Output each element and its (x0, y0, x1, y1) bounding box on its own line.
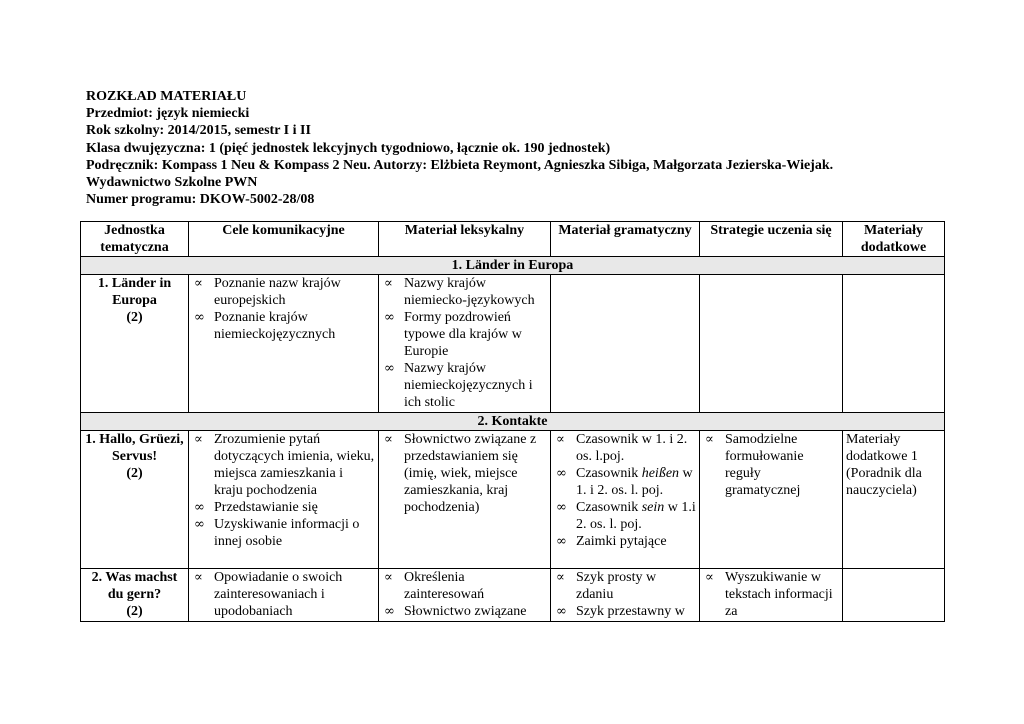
topic-hours: (2) (126, 604, 143, 619)
column-header-strategies: Strategie uczenia się (700, 222, 843, 257)
list-item: ∝ Poznanie nazw krajów europejskich (194, 276, 341, 308)
syllabus-table (80, 221, 945, 622)
bullet-icon: ∝ (194, 432, 203, 447)
section-row (81, 413, 945, 431)
list-item: ∞ Czasownik sein w 1.i 2. os. l. poj. (556, 500, 696, 532)
table-row (81, 275, 945, 413)
bullet-icon: ∝ (556, 432, 565, 447)
list-item: ∝ Czasownik w 1. i 2. os. l.poj. (556, 432, 688, 464)
grammar-cell (551, 275, 700, 413)
document-title: ROZKŁAD MATERIAŁU (86, 89, 247, 104)
topic-hours: (2) (126, 466, 143, 481)
topic-cell (81, 569, 189, 622)
bullet-icon: ∞ (384, 361, 395, 376)
document-header (86, 88, 833, 208)
class-line: Klasa dwujęzyczna: 1 (pięć jednostek lekcyjnych tygodniowo, łącznie ok. 190 jednostek) (86, 140, 611, 156)
bullet-icon: ∝ (384, 276, 393, 291)
bullet-icon: ∝ (705, 570, 714, 585)
section-row (81, 257, 945, 275)
topic-cell (81, 431, 189, 569)
strategies-cell (700, 569, 843, 622)
lexical-cell (379, 275, 551, 413)
topic-title: 1. Länder in Europa (97, 276, 172, 308)
list-item: ∞ Zaimki pytające (556, 534, 667, 549)
bullet-icon: ∝ (194, 570, 203, 585)
list-item: ∞ Poznanie krajów niemieckojęzycznych (194, 310, 336, 342)
textbook-line: Podręcznik: Kompass 1 Neu & Kompass 2 Neu. Autorzy: Elżbieta Reymont, Agnieszka Sibiga, Małgorzata Jezierska-Wiejak. (86, 157, 834, 173)
column-header-goals: Cele komunikacyjne (189, 222, 379, 257)
extra-cell: Materiały dodatkowe 1 (Poradnik dla nauczyciela) (843, 431, 945, 569)
column-header-lexical: Materiał leksykalny (379, 222, 551, 257)
column-header-unit: Jednostka tematyczna (81, 222, 189, 257)
bullet-icon: ∝ (556, 570, 565, 585)
list-item: ∝ Zrozumienie pytań dotyczących imienia, wieku, miejsca zamieszkania i kraju pochodzenia (194, 432, 375, 498)
bullet-icon: ∝ (194, 276, 203, 291)
bullet-icon: ∞ (556, 466, 567, 481)
topic-title: 1. Hallo, Grüezi, Servus! (85, 432, 184, 464)
strategies-cell (700, 275, 843, 413)
grammar-cell (551, 569, 700, 622)
lexical-cell (379, 569, 551, 622)
list-item: ∞ Nazwy krajów niemieckojęzycznych i ich stolic (384, 361, 533, 410)
bullet-icon: ∞ (194, 517, 205, 532)
bullet-icon: ∞ (556, 534, 567, 549)
subject-line: Przedmiot: język niemiecki (86, 106, 250, 122)
extra-cell (843, 569, 945, 622)
bullet-icon: ∝ (384, 570, 393, 585)
list-item: ∞ Czasownik heißen w 1. i 2. os. l. poj. (556, 466, 693, 498)
extra-cell (843, 275, 945, 413)
section-title: 1. Länder in Europa (81, 257, 945, 275)
grammar-cell (551, 431, 700, 569)
topic-title: 2. Was machst du gern? (91, 570, 178, 602)
bullet-icon: ∞ (384, 604, 395, 619)
column-header-grammar: Materiał gramatyczny (551, 222, 700, 257)
publisher-line: Wydawnictwo Szkolne PWN (86, 175, 258, 191)
table-row (81, 569, 945, 622)
bullet-icon: ∝ (384, 432, 393, 447)
strategies-cell (700, 431, 843, 569)
bullet-icon: ∞ (194, 500, 205, 515)
bullet-icon: ∞ (194, 310, 205, 325)
topic-hours: (2) (126, 310, 143, 325)
table-row (81, 431, 945, 569)
bullet-icon: ∝ (705, 432, 714, 447)
bullet-icon: ∞ (556, 500, 567, 515)
list-item: ∞ Słownictwo związane (384, 604, 527, 619)
list-item: ∝ Wyszukiwanie w tekstach informacji za (705, 570, 833, 619)
list-item: ∝ Szyk prosty w zdaniu (556, 570, 657, 602)
bullet-icon: ∞ (384, 310, 395, 325)
list-item: ∝ Nazwy krajów niemiecko-językowych (384, 276, 535, 308)
list-item: ∝ Opowiadanie o swoich zainteresowaniach i upodobaniach (194, 570, 343, 619)
list-item: ∞ Szyk przestawny w (556, 604, 685, 619)
section-title: 2. Kontakte (81, 413, 945, 431)
program-number-line: Numer programu: DKOW-5002-28/08 (86, 192, 315, 208)
school-year-line: Rok szkolny: 2014/2015, semestr I i II (86, 123, 311, 139)
list-item: ∝ Samodzielne formułowanie reguły gramatycznej (705, 432, 804, 498)
list-item: ∝ Określenia zainteresowań (384, 570, 485, 602)
goals-cell (189, 431, 379, 569)
goals-cell (189, 569, 379, 622)
list-item: ∞ Formy pozdrowień typowe dla krajów w Europie (384, 310, 522, 359)
column-header-extra: Materiały dodatkowe (843, 222, 945, 257)
list-item: ∝ Słownictwo związane z przedstawianiem się (imię, wiek, miejsce zamieszkania, kraj pochodzenia) (384, 432, 537, 515)
list-item: ∞ Przedstawianie się (194, 500, 318, 515)
list-item: ∞ Uzyskiwanie informacji o innej osobie (194, 517, 360, 549)
table-header-row (81, 222, 945, 257)
goals-cell (189, 275, 379, 413)
topic-cell (81, 275, 189, 413)
bullet-icon: ∞ (556, 604, 567, 619)
lexical-cell (379, 431, 551, 569)
